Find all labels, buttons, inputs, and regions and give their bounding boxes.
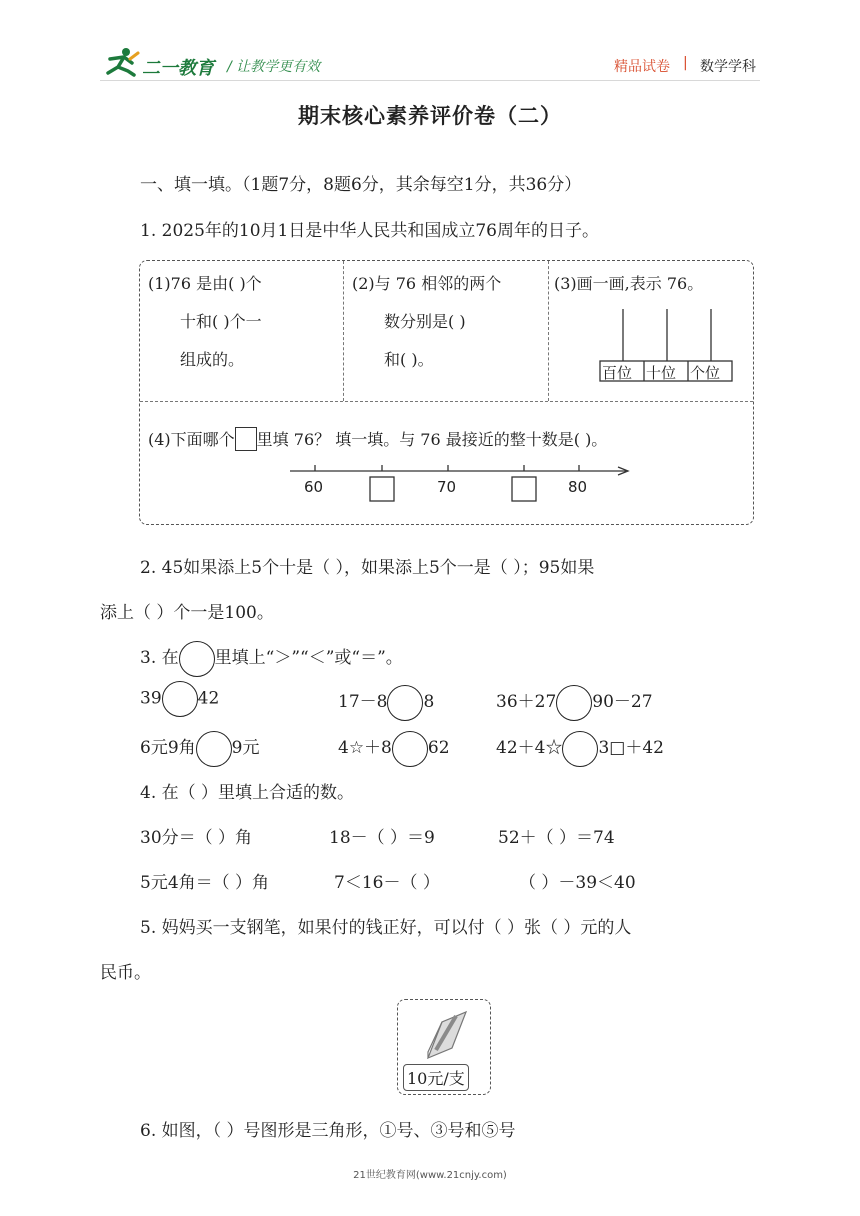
tag-separator: | — [683, 55, 688, 71]
question-5-line-2: 民币。 — [100, 963, 151, 983]
compare-circle-icon — [162, 681, 198, 717]
question-3-stem-a: 3. 在 — [140, 648, 179, 668]
compare-circle-icon — [179, 641, 215, 677]
question-4-stem: 4. 在（ ）里填上合适的数。 — [140, 783, 355, 803]
fill-item-5: 7＜16－（ ） — [334, 873, 440, 893]
compare-item-5 — [338, 733, 450, 761]
answer-square-icon — [235, 427, 257, 451]
page-title: 期末核心素养评价卷（二） — [298, 104, 562, 128]
box-divider-v1 — [343, 261, 344, 401]
compare-left: 6元9角 — [140, 738, 196, 758]
part-4-text-a: (4)下面哪个 — [148, 430, 235, 449]
compare-right: 42 — [197, 688, 220, 709]
page-footer: 21世纪教育网(www.21cnjy.com) — [353, 1170, 507, 1181]
part-1-line-2: 十和( )个一 — [180, 312, 262, 331]
compare-item-1 — [140, 687, 219, 711]
fill-item-3: 52＋（ ）＝74 — [498, 828, 615, 848]
compare-left: 36＋27 — [496, 692, 557, 712]
part-4-text-b: 里填 76？ 填一填。与 76 最接近的整十数是( )。 — [256, 430, 608, 449]
compare-right: 90－27 — [592, 692, 653, 712]
compare-left: 42＋4☆ — [496, 738, 563, 758]
question-3-stem — [140, 643, 403, 671]
abacus-label-tens: 十位 — [646, 364, 677, 382]
compare-left: 4☆＋8 — [338, 738, 392, 758]
compare-right: 3□＋42 — [598, 738, 664, 758]
compare-circle-icon — [556, 685, 592, 721]
abacus-label-ones: 个位 — [690, 364, 721, 382]
tag-premium: 精品试卷 — [614, 59, 670, 75]
part-2-line-1: (2)与 76 相邻的两个 — [352, 274, 502, 293]
slogan: / 让教学更有效 — [227, 59, 321, 75]
pen-box-icon — [422, 1006, 468, 1060]
part-2-line-2: 数分别是( ) — [384, 312, 466, 331]
abacus-label-hundreds: 百位 — [602, 364, 633, 382]
number-line-label-70: 70 — [437, 478, 457, 496]
question-3-stem-b: 里填上“＞”“＜”或“＝”。 — [214, 648, 403, 668]
part-1-line-1: (1)76 是由( )个 — [148, 274, 262, 293]
compare-item-3 — [496, 687, 653, 715]
number-line — [288, 437, 633, 507]
number-line-label-80: 80 — [568, 478, 588, 496]
fill-item-4: 5元4角＝（ ）角 — [140, 873, 270, 893]
runner-logo-icon — [104, 47, 140, 77]
question-1-stem: 1. 2025年的10月1日是中华人民共和国成立76周年的日子。 — [140, 221, 599, 241]
logo-text: 二一教育 — [142, 58, 214, 79]
fill-item-1: 30分＝（ ）角 — [140, 828, 253, 848]
compare-right: 9元 — [231, 738, 260, 758]
compare-right: 8 — [423, 692, 435, 712]
compare-circle-icon — [562, 731, 598, 767]
section-heading: 一、填一填。（1题7分，8题6分，其余每空1分，共36分） — [140, 175, 582, 195]
pen-price-card — [397, 999, 491, 1095]
compare-item-4 — [140, 733, 259, 761]
compare-item-6 — [496, 733, 664, 761]
compare-circle-icon — [392, 731, 428, 767]
box-divider-h — [140, 401, 753, 402]
box-divider-v2 — [548, 261, 549, 401]
number-line-label-60: 60 — [304, 478, 324, 496]
fill-item-2: 18－（ ）＝9 — [329, 828, 435, 848]
question-2-line-2: 添上（ ）个一是100。 — [100, 603, 274, 623]
compare-item-2 — [338, 687, 434, 715]
compare-right: 62 — [427, 738, 450, 758]
header — [0, 0, 860, 90]
compare-circle-icon — [196, 731, 232, 767]
header-divider — [100, 80, 760, 81]
price-label: 10元/支 — [403, 1064, 469, 1091]
question-2-line-1: 2. 45如果添上5个十是（ ），如果添上5个一是（ ）；95如果 — [140, 558, 595, 578]
compare-left: 39 — [140, 688, 162, 709]
tag-subject: 数学学科 — [700, 59, 756, 75]
part-3-text: (3)画一画,表示 76。 — [554, 274, 704, 293]
question-6-line-1: 6. 如图，（ ）号图形是三角形，①号、③号和⑤号 — [140, 1121, 516, 1141]
fill-item-6: （ ）－39＜40 — [519, 873, 636, 893]
part-2-line-3: 和( )。 — [384, 350, 434, 369]
compare-circle-icon — [387, 685, 423, 721]
question-1-box — [139, 260, 754, 525]
question-5-line-1: 5. 妈妈买一支钢笔，如果付的钱正好，可以付（ ）张（ ）元的人 — [140, 918, 632, 938]
part-1-line-3: 组成的。 — [180, 350, 245, 369]
compare-left: 17－8 — [338, 692, 388, 712]
